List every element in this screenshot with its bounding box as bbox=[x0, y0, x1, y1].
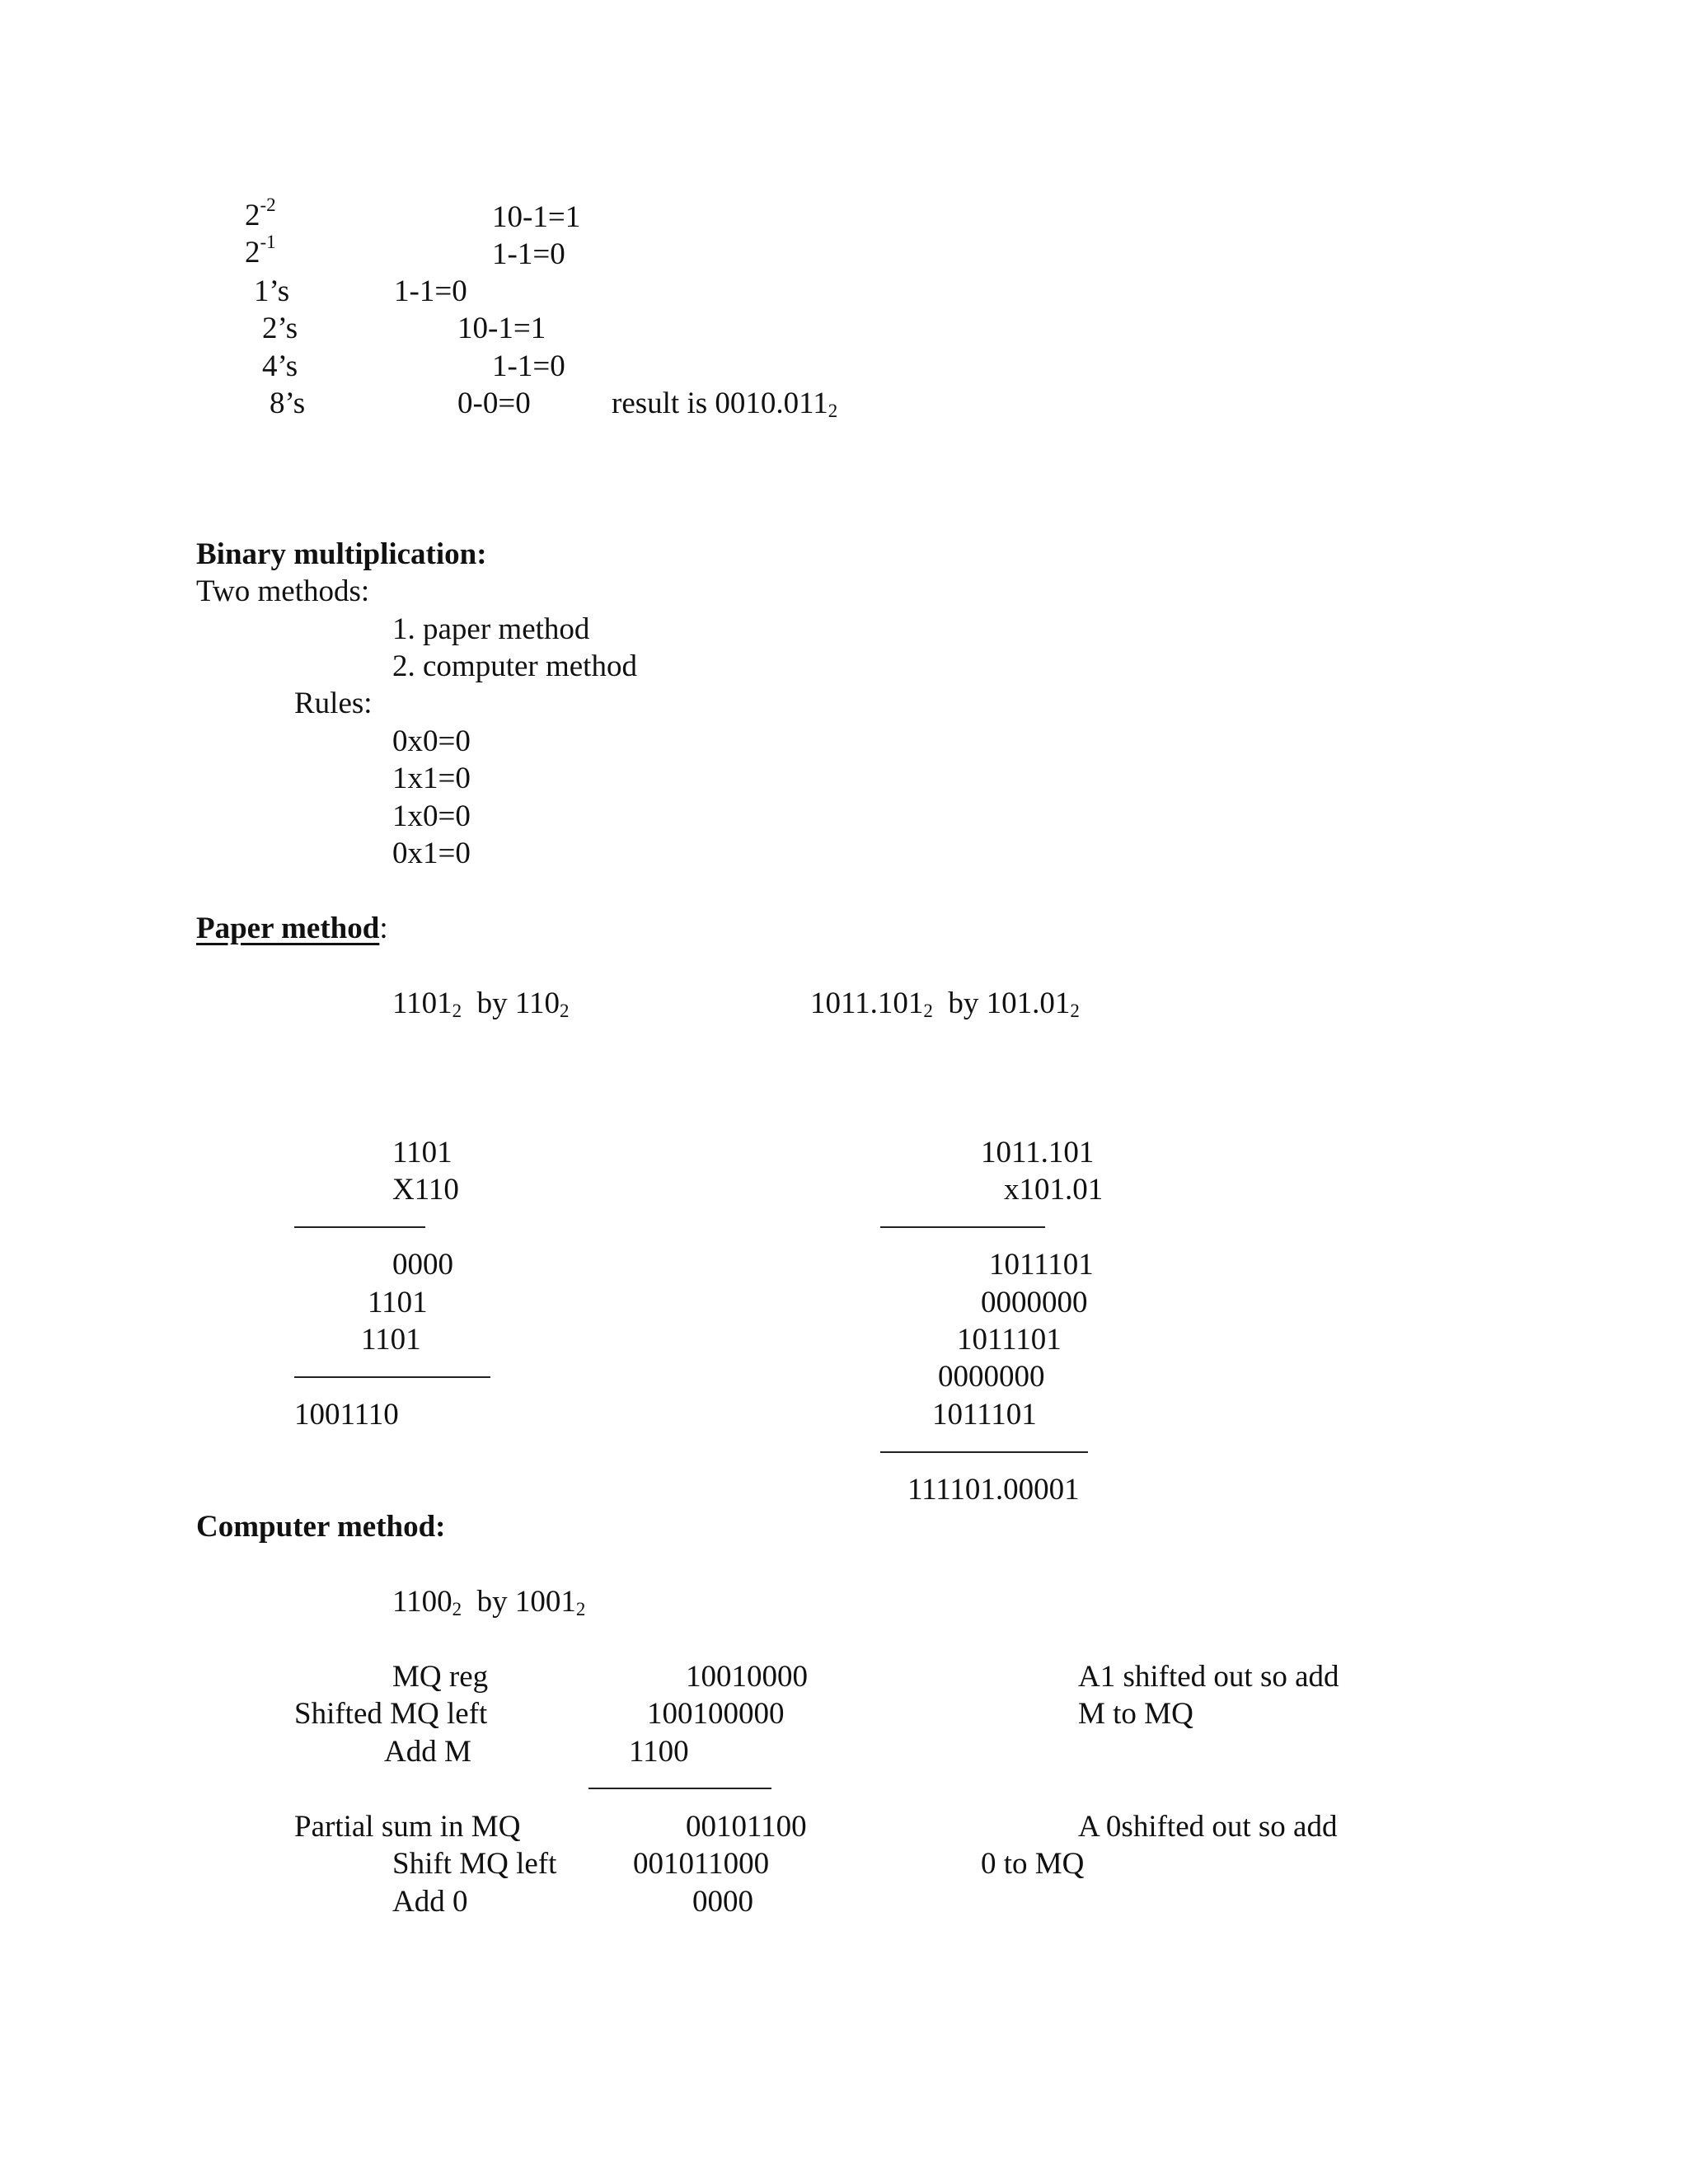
partial-product: 1101 bbox=[368, 1286, 428, 1319]
partial-product: 0000000 bbox=[938, 1360, 1045, 1394]
method-item: 2. computer method bbox=[392, 649, 637, 683]
divider-line bbox=[294, 1376, 490, 1378]
rules-label: Rules: bbox=[294, 687, 373, 720]
step-note: M to MQ bbox=[1078, 1697, 1193, 1731]
partial-product: 1011101 bbox=[989, 1248, 1094, 1282]
partial-product: 1011101 bbox=[957, 1323, 1062, 1357]
multiplicand: 1101 bbox=[392, 1136, 452, 1169]
product-result: 111101.00001 bbox=[907, 1473, 1080, 1507]
computer-method-problem: $1100_2$ by $1001_2$ bbox=[392, 1585, 586, 1620]
subtraction-result: result is $0010.011_2$ bbox=[612, 387, 838, 422]
paper-example-2-problem: $1011.101_2$ by $101.01_2$ bbox=[810, 987, 1080, 1022]
step-expr: 1-1=0 bbox=[492, 237, 565, 271]
step-expr: 10-1=1 bbox=[492, 200, 581, 234]
step-label-twos: 2’s bbox=[262, 312, 298, 345]
step-expr: 1-1=0 bbox=[492, 349, 565, 383]
product-result: 1001110 bbox=[294, 1398, 399, 1432]
divider-line bbox=[588, 1788, 771, 1789]
partial-product: 1011101 bbox=[932, 1398, 1037, 1432]
rule-item: 1x1=0 bbox=[392, 762, 471, 795]
partial-product: 1101 bbox=[361, 1323, 421, 1357]
register-value: 001011000 bbox=[633, 1847, 770, 1881]
method-item: 1. paper method bbox=[392, 612, 590, 646]
register-value: 10010000 bbox=[686, 1660, 808, 1694]
rule-item: 0x1=0 bbox=[392, 837, 471, 870]
register-value: 1100 bbox=[629, 1735, 689, 1769]
step-label: Add 0 bbox=[392, 1885, 468, 1919]
paper-method-heading: Paper method: bbox=[196, 912, 388, 945]
step-note: A1 shifted out so add bbox=[1078, 1660, 1339, 1694]
step-label: Add M bbox=[384, 1735, 471, 1769]
step-label-2-neg1: $2^{-1}$ bbox=[245, 231, 276, 269]
multiplier: x101.01 bbox=[1004, 1173, 1104, 1207]
step-label-ones: 1’s bbox=[254, 274, 290, 308]
step-label: Shifted MQ left bbox=[294, 1697, 488, 1731]
computer-method-heading: Computer method: bbox=[196, 1510, 446, 1544]
paper-example-1-problem: $1101_2$ by $110_2$ bbox=[392, 987, 570, 1022]
register-value: 00101100 bbox=[686, 1810, 807, 1844]
step-label-eights: 8’s bbox=[270, 387, 306, 420]
rule-item: 0x0=0 bbox=[392, 724, 471, 758]
partial-product: 0000 bbox=[392, 1248, 453, 1282]
step-label-2-neg2: $2^{-2}$ bbox=[245, 194, 276, 232]
divider-line bbox=[880, 1451, 1088, 1453]
divider-line bbox=[880, 1226, 1045, 1228]
step-label: Shift MQ left bbox=[392, 1847, 557, 1881]
rule-item: 1x0=0 bbox=[392, 799, 471, 833]
step-label: MQ reg bbox=[392, 1660, 489, 1694]
binary-multiplication-heading: Binary multiplication: bbox=[196, 537, 487, 571]
register-value: 0000 bbox=[692, 1885, 753, 1919]
step-label: Partial sum in MQ bbox=[294, 1810, 521, 1844]
step-note: 0 to MQ bbox=[981, 1847, 1085, 1881]
step-expr: 1-1=0 bbox=[394, 274, 467, 308]
multiplicand: 1011.101 bbox=[981, 1136, 1095, 1169]
partial-product: 0000000 bbox=[981, 1286, 1088, 1319]
methods-intro: Two methods: bbox=[196, 574, 370, 608]
multiplier: X110 bbox=[392, 1173, 459, 1207]
step-label-fours: 4’s bbox=[262, 349, 298, 383]
step-expr: 0-0=0 bbox=[457, 387, 531, 420]
step-expr: 10-1=1 bbox=[457, 312, 546, 345]
register-value: 100100000 bbox=[647, 1697, 785, 1731]
divider-line bbox=[294, 1226, 425, 1228]
step-note: A 0shifted out so add bbox=[1078, 1810, 1338, 1844]
